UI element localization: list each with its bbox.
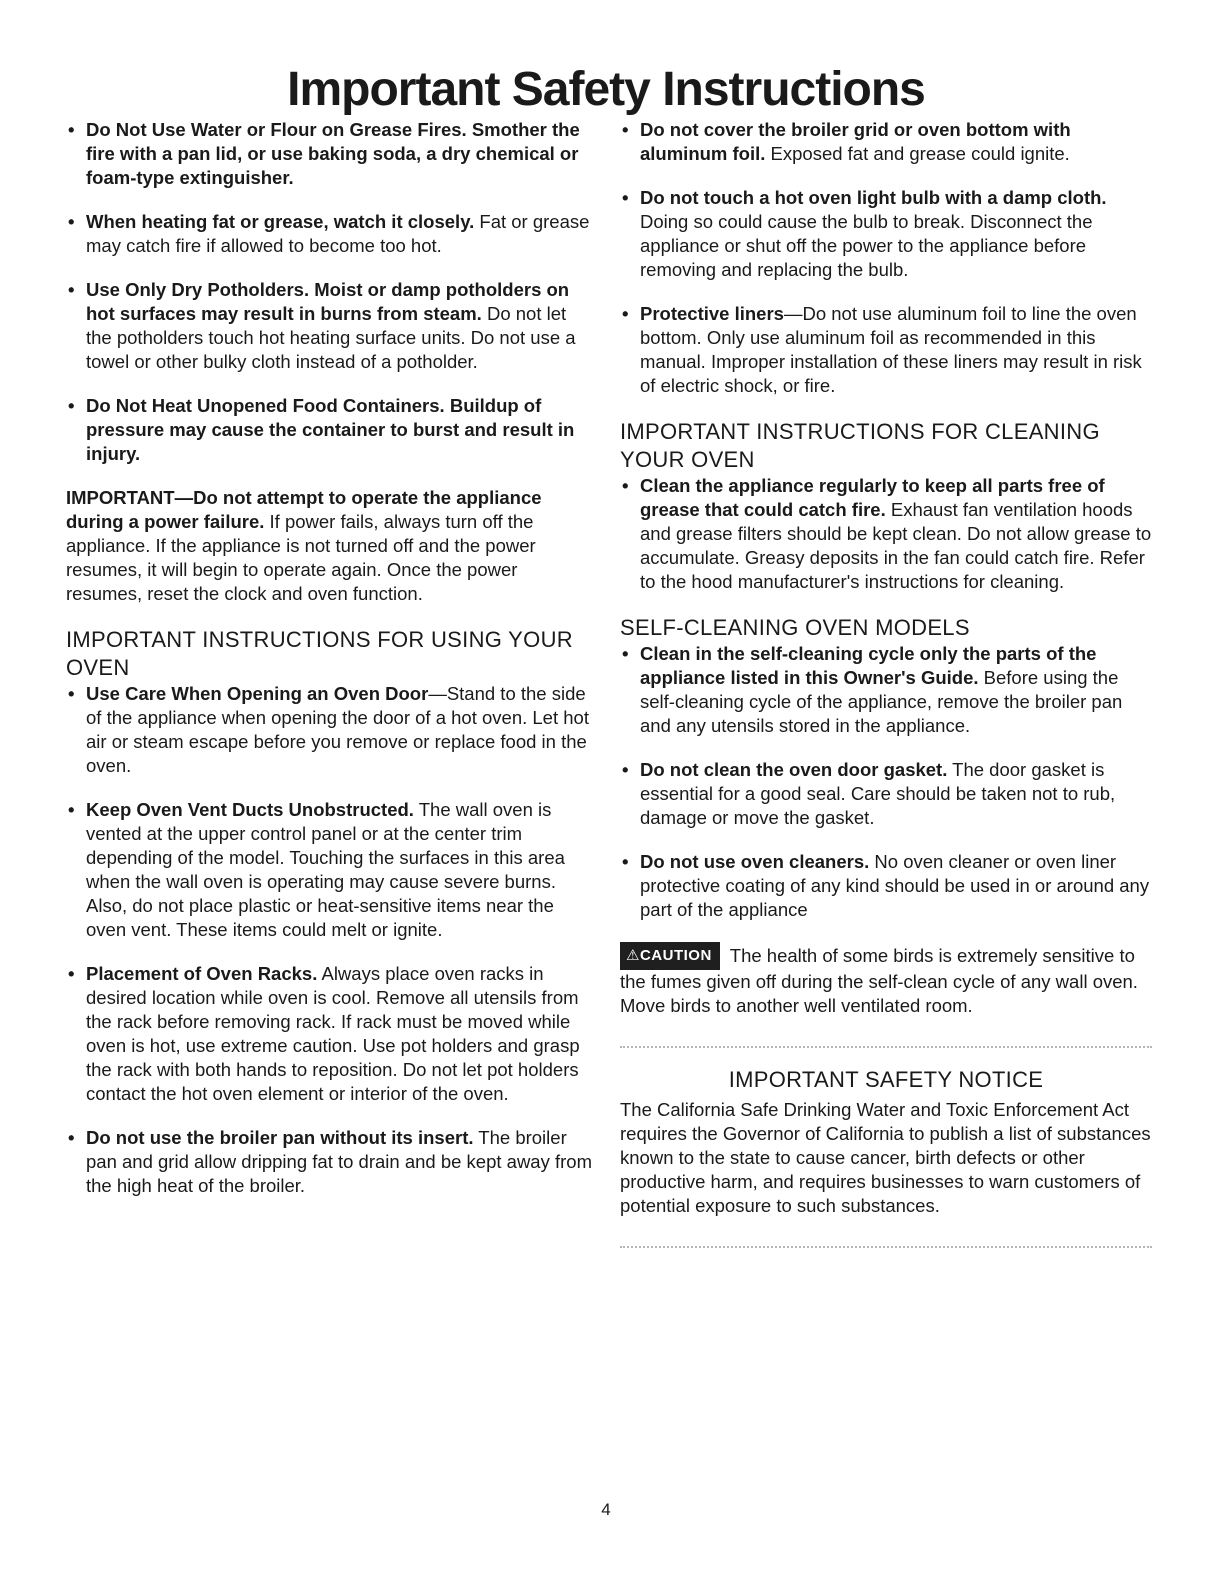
list-item [620,474,1152,594]
section-heading-using: IMPORTANT INSTRUCTIONS FOR USING YOUR OVEN [66,627,573,680]
item-bold-text: Do Not Use Water or Flour on Grease Fires. Smother the fire with a pan lid, or use baking soda, a dry chemical or foam-type extinguisher. [86,119,580,188]
item-text: —Stand to the side of the appliance when opening the door of a hot oven. Let hot air or steam escape before you remove or replace food in the oven. [86,683,589,776]
list-item [66,118,594,190]
item-text: No oven cleaner or oven liner protective coating of any kind should be used in or around any part of the appliance [640,851,1150,920]
bullet: • [622,851,629,872]
bullet: • [68,799,75,820]
item-bold-text: Do not touch a hot oven light bulb with a damp cloth. [640,187,1107,208]
item-text: Fat or grease may catch fire if allowed to become too hot. [86,211,590,256]
item-bold-text: Keep Oven Vent Ducts Unobstructed. [86,799,414,820]
section-heading-cleaning: IMPORTANT INSTRUCTIONS FOR CLEANING YOUR OVEN [620,419,1100,472]
bullet: • [68,119,75,140]
item-bold-text: Clean the appliance regularly to keep all parts free of grease that could catch fire. [640,475,1105,520]
bullet: • [622,475,629,496]
paragraph-bold-text: IMPORTANT—Do not attempt to operate the appliance during a power failure. [66,487,542,532]
item-text: The broiler pan and grid allow dripping fat to drain and be kept away from the high heat of the broiler. [86,1127,592,1196]
bullet: • [68,211,75,232]
list-item [620,758,1152,830]
divider [620,1046,1152,1048]
item-text: Exhaust fan ventilation hoods and grease filters should be kept clean. Do not allow grease to accumulate. Greasy deposits in the fan could catch fire. Refer to the hood manufacturer's instructions for cleaning. [640,499,1152,592]
bullet: • [68,395,75,416]
item-text: Do not let the potholders touch hot heating surface units. Do not use a towel or other bulky cloth instead of a potholder. [86,303,576,372]
list-item [620,118,1152,166]
item-text: The wall oven is vented at the upper control panel or at the center trim depending of the model. Touching the surfaces in this area when the wall oven is operating may cause severe burns. Also, do not place plastic or heat-sensitive items near the oven vent. These items could melt or ignite. [86,799,565,940]
list-item [66,278,594,374]
bullet: • [622,303,629,324]
list-item [66,962,594,1106]
list-item [66,1126,594,1198]
left-column [66,118,594,1218]
bullet: • [622,759,629,780]
right-column [620,118,1152,1266]
item-text: The door gasket is essential for a good seal. Care should be taken not to rub, damage or move the gasket. [640,759,1116,828]
list-item [66,394,594,466]
divider [620,1246,1152,1248]
bullet: • [68,963,75,984]
bullet: • [622,643,629,664]
page-title: Important Safety Instructions [287,63,925,116]
bullet: • [68,279,75,300]
notice-text: The California Safe Drinking Water and Toxic Enforcement Act requires the Governor of California to publish a list of substances known to the state to cause cancer, birth defects or other productive harm, and requires businesses to warn customers of potential exposure to such substances. [620,1099,1151,1216]
power-failure-paragraph [66,486,594,606]
item-text: Exposed fat and grease could ignite. [765,143,1070,164]
item-bold-text: Use Care When Opening an Oven Door [86,683,429,704]
item-text: —Do not use aluminum foil to line the oven bottom. Only use aluminum foil as recommended in this manual. Improper installation of these liners may result in risk of electric shock, or fire. [640,303,1142,396]
item-text: Doing so could cause the bulb to break. Disconnect the appliance or shut off the power to the appliance before removing and replacing the bulb. [640,211,1093,280]
bullet: • [622,187,629,208]
item-bold-text: Do Not Heat Unopened Food Containers. Buildup of pressure may cause the container to burst and result in injury. [86,395,575,464]
item-bold-text: Placement of Oven Racks. [86,963,318,984]
item-bold-text: Protective liners [640,303,784,324]
item-bold-text: Do not cover the broiler grid or oven bottom with aluminum foil. [640,119,1071,164]
bullet: • [68,1127,75,1148]
caution-paragraph [620,942,1152,1018]
list-item [620,642,1152,738]
bullet: • [622,119,629,140]
item-bold-text: Do not use oven cleaners. [640,851,870,872]
item-bold-text: Do not use the broiler pan without its insert. [86,1127,474,1148]
section-heading-self-cleaning: SELF-CLEANING OVEN MODELS [620,615,970,640]
page-number: 4 [601,1500,611,1519]
item-bold-text: Do not clean the oven door gasket. [640,759,948,780]
list-item [620,186,1152,282]
item-bold-text: When heating fat or grease, watch it closely. [86,211,475,232]
bullet: • [68,683,75,704]
notice-heading: IMPORTANT SAFETY NOTICE [728,1067,1044,1092]
item-text: Always place oven racks in desired location while oven is cool. Remove all utensils from the rack before removing rack. If rack must be moved while oven is hot, use extreme caution. Use pot holders and grasp the rack with both hands to reposition. Do not let pot holders contact the hot oven element or interior of the oven. [86,963,580,1104]
item-text: Before using the self-cleaning cycle of the appliance, remove the broiler pan and any utensils stored in the appliance. [640,667,1123,736]
caution-badge: ⚠CAUTION [620,942,720,970]
list-item [620,302,1152,398]
paragraph-text: If power fails, always turn off the appliance. If the appliance is not turned off and the power resumes, it will begin to operate again. Once the power resumes, reset the clock and oven function. [66,511,536,604]
caution-text: The health of some birds is extremely sensitive to the fumes given off during the self-clean cycle of any wall oven. Move birds to another well ventilated room. [620,945,1138,1016]
list-item [66,682,594,778]
list-item [66,798,594,942]
item-bold-text: Use Only Dry Potholders. Moist or damp potholders on hot surfaces may result in burns from steam. [86,279,570,324]
item-bold-text: Clean in the self-cleaning cycle only the parts of the appliance listed in this Owner's Guide. [640,643,1097,688]
list-item [66,210,594,258]
list-item [620,850,1152,922]
